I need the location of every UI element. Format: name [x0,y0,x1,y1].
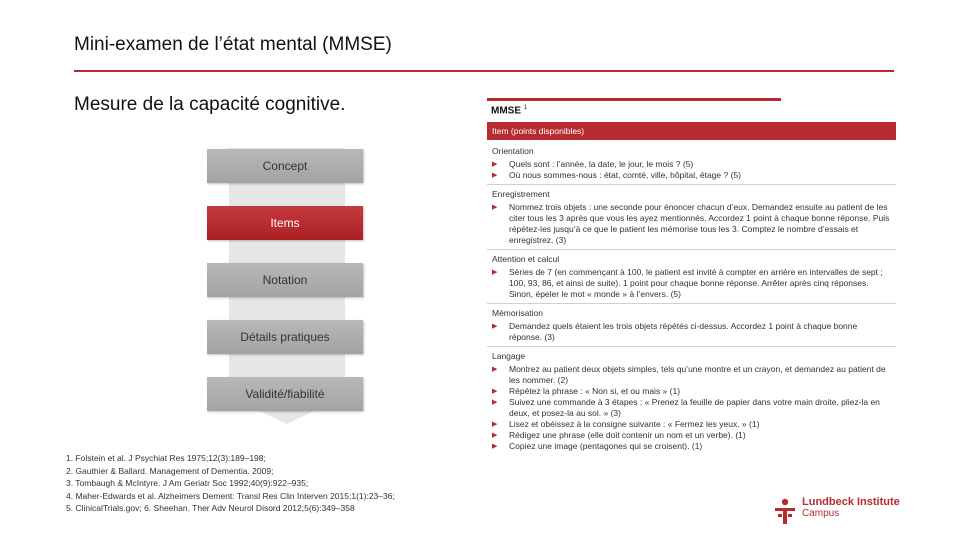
bullet-item [492,397,892,419]
title-divider [74,70,894,72]
lundbeck-logo [772,497,900,525]
bullet-arrow-icon: ▶ [492,432,498,439]
bullet-text: Montrez au patient deux objets simples, tels qu’une montre et un crayon, et demandez au patient de les nommer. (2) [509,364,886,385]
bullet-item [492,321,892,343]
logo-name: Lundbeck Institute [802,496,900,508]
bullet-text: Où nous sommes-nous : état, comté, ville, hôpital, étage ? (5) [509,170,741,180]
bullet-arrow-icon: ▶ [492,366,498,373]
section-heading: Langage [492,351,526,361]
panel-title [491,105,527,116]
items-table [487,142,896,455]
panel-title-superscript: 1 [523,105,528,111]
bullet-text: Rédigez une phrase (elle doit contenir un nom et un verbe). (1) [509,430,746,440]
reference-item: 5. ClinicalTrials.gov; 6. Sheehan. Ther Adv Neurol Disord 2012;5(6):349–358 [66,503,355,513]
bullet-arrow-icon: ▶ [492,399,498,406]
bullet-item [492,419,892,430]
slide-subtitle: Mesure de la capacité cognitive. [74,94,346,115]
panel-top-rule [487,98,781,101]
bullet-text: Séries de 7 (en commençant à 100, le patient est invité à compter en arrière en intervalles de sept ; 100, 93, 86, et ainsi de suite). 1 point pour chaque bonne réponse. Arrêter après cinq réponses. Sinon, épeler le mot « monde » à l’envers. (5) [509,267,883,299]
bullet-arrow-icon: ▶ [492,388,498,395]
section-langage [487,347,896,455]
bullet-arrow-icon: ▶ [492,443,498,450]
section-heading: Mémorisation [492,308,544,318]
section-heading: Orientation [492,146,534,156]
step-validite-fiabilite[interactable]: Validité/fiabilité [207,377,363,411]
lundbeck-mark-icon [772,497,798,525]
bullet-text: Répétez la phrase : « Non si, et ou mais » (1) [509,386,681,396]
bullet-arrow-icon: ▶ [492,204,498,211]
section-attention-calcul [487,250,896,304]
reference-item: 4. Maher-Edwards et al. Alzheimers Dement: Transl Res Clin Interven 2015;1(1):23–36; [66,490,395,501]
bullet-item [492,364,892,386]
bullet-item [492,202,892,246]
bullet-text: Nommez trois objets : une seconde pour énoncer chacun d’eux. Demandez ensuite au patient de les citer tous les 3 après que vous les ayez mentionnés. Accordez 1 point à chaque bonne réponse. Puis répétez-les jusqu’à ce que le patient les mémorise tous les 3. Comptez le nombre d’essais et enregistrez. (3) [509,202,890,245]
bullet-text: Lisez et obéissez à la consigne suivante : « Fermez les yeux. » (1) [509,419,760,429]
bullet-text: Quels sont : l’année, la date, le jour, le mois ? (5) [509,159,694,169]
bullet-text: Copiez une image (pentagones qui se croisent). (1) [509,441,703,451]
panel-title-text: MMSE [491,105,521,117]
logo-sub: Campus [802,508,840,519]
section-heading: Attention et calcul [492,254,560,264]
bullet-text: Demandez quels étaient les trois objets répétés ci-dessus. Accordez 1 point à chaque bonne réponse. (3) [509,321,858,342]
bullet-text: Suivez une commande à 3 étapes : « Prenez la feuille de papier dans votre main droite, pliez-la en deux, et posez-la au sol. » (3) [509,397,880,418]
step-concept[interactable]: Concept [207,149,363,183]
bullet-item [492,159,892,170]
bullet-item [492,441,892,452]
bullet-item [492,267,892,300]
section-memorisation [487,304,896,347]
slide-title: Mini-examen de l’état mental (MMSE) [74,34,392,55]
reference-item: 3. Tombaugh & McIntyre. J Am Geriatr Soc 1992;40(9):922–935; [66,478,309,488]
section-orientation [487,142,896,185]
step-notation[interactable]: Notation [207,263,363,297]
section-enregistrement [487,185,896,250]
step-details-pratiques[interactable]: Détails pratiques [207,320,363,354]
references-list [66,452,395,515]
bullet-arrow-icon: ▶ [492,269,498,276]
step-items[interactable]: Items [207,206,363,240]
bullet-arrow-icon: ▶ [492,323,498,330]
bullet-item [492,430,892,441]
bullet-arrow-icon: ▶ [492,172,498,179]
reference-item: 2. Gauthier & Ballard. Management of Dementia. 2009; [66,465,274,476]
bullet-item [492,386,892,397]
reference-item: 1. Folstein et al. J Psychiat Res 1975;12(3):189–198; [66,453,266,463]
bullet-arrow-icon: ▶ [492,421,498,428]
panel-header: Item (points disponibles) [487,122,896,140]
bullet-item [492,170,892,181]
bullet-arrow-icon: ▶ [492,161,498,168]
logo-text [802,497,900,519]
section-heading: Enregistrement [492,189,550,199]
